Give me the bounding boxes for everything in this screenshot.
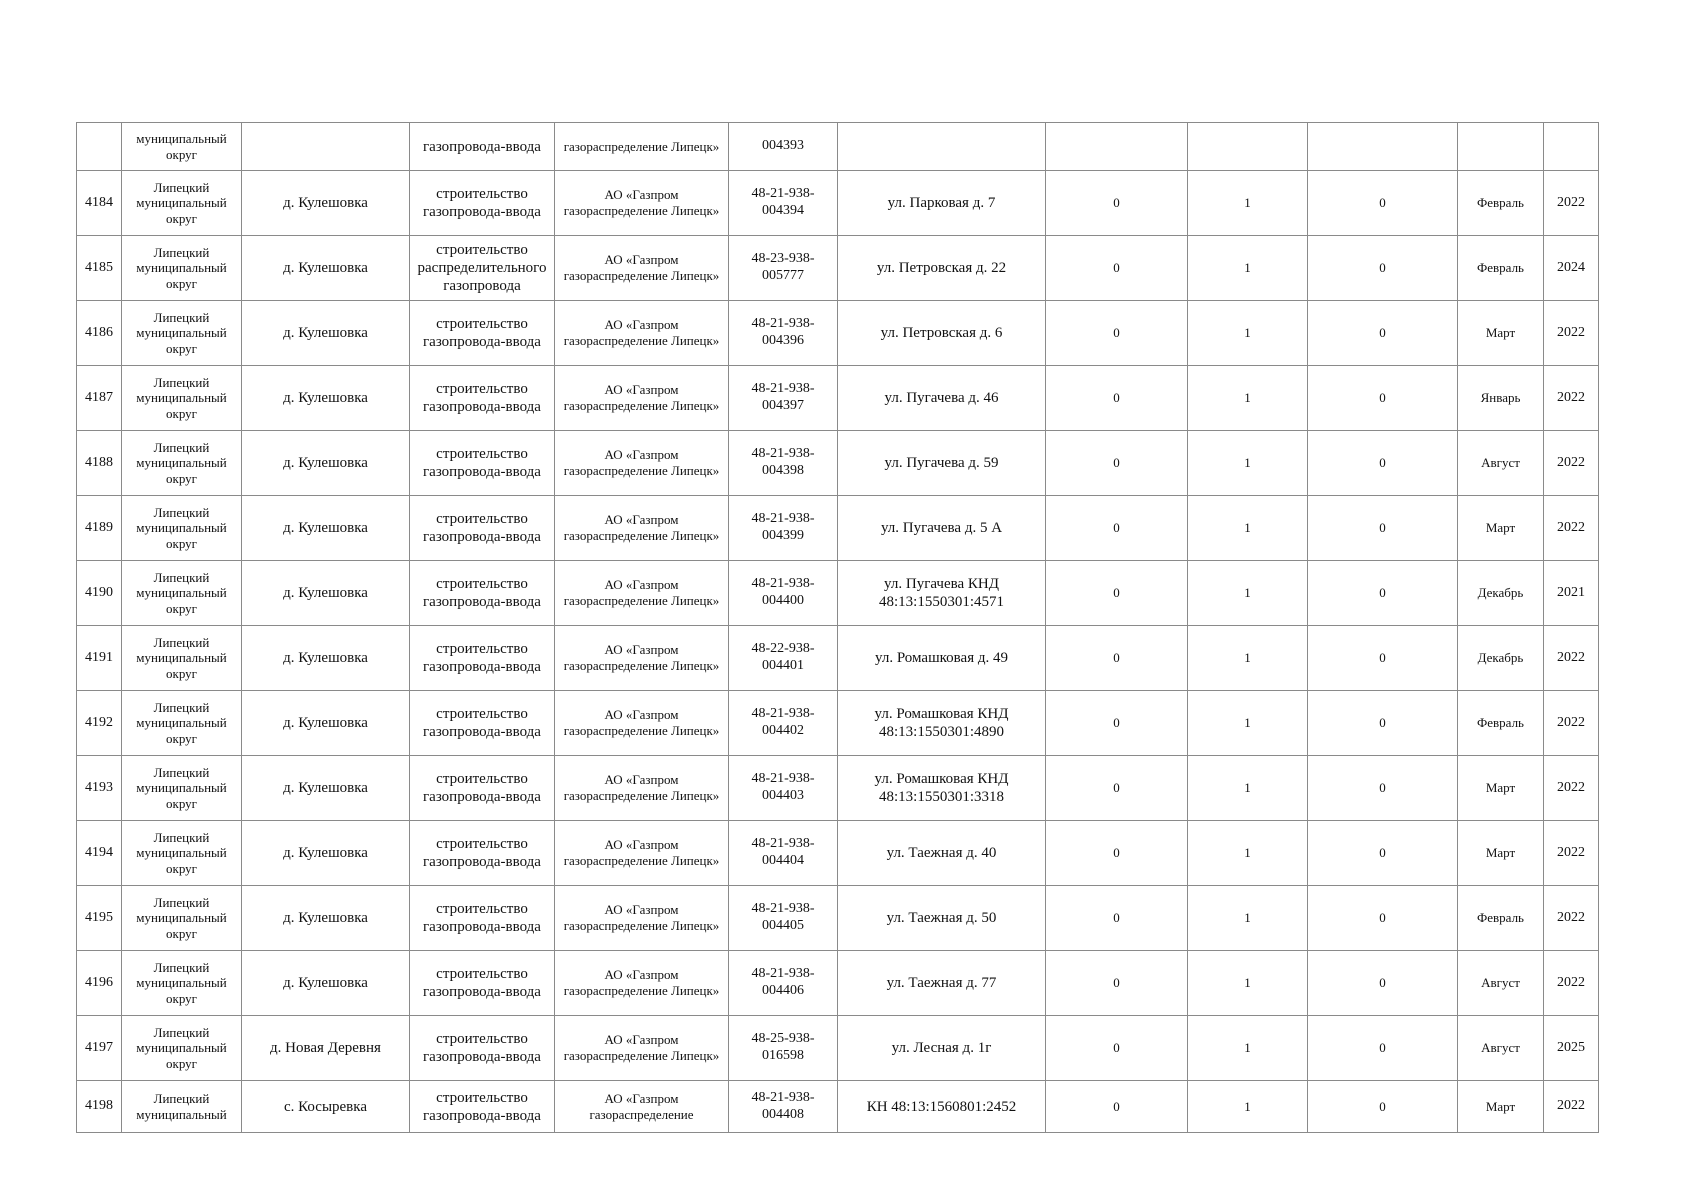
municipality-cell: Липецкий муниципальный округ: [122, 821, 242, 886]
locality-cell: д. Кулешовка: [242, 301, 410, 366]
month-cell: Март: [1458, 821, 1544, 886]
object-code-cell: 48-21-938-004400: [729, 561, 838, 626]
municipality-cell: Липецкий муниципальный округ: [122, 431, 242, 496]
month-cell: Февраль: [1458, 171, 1544, 236]
object-code-cell: 48-21-938-004399: [729, 496, 838, 561]
row-number: 4184: [77, 171, 122, 236]
year-cell: [1544, 123, 1599, 171]
table-row: [77, 691, 1599, 756]
municipality-cell: Липецкий муниципальный: [122, 1081, 242, 1133]
work-type-cell: строительство распределительного газопровода: [410, 236, 555, 301]
year-cell: 2021: [1544, 561, 1599, 626]
municipality-cell: Липецкий муниципальный округ: [122, 236, 242, 301]
table-row: [77, 821, 1599, 886]
year-cell: 2022: [1544, 496, 1599, 561]
value-cell-3: 0: [1308, 821, 1458, 886]
month-cell: Август: [1458, 1016, 1544, 1081]
address-cell: ул. Лесная д. 1г: [838, 1016, 1046, 1081]
municipality-cell: Липецкий муниципальный округ: [122, 366, 242, 431]
table-row: [77, 301, 1599, 366]
address-cell: ул. Пугачева д. 59: [838, 431, 1046, 496]
value-cell-2: 1: [1188, 691, 1308, 756]
address-cell: ул. Парковая д. 7: [838, 171, 1046, 236]
organization-cell: АО «Газпром газораспределение Липецк»: [555, 1016, 729, 1081]
locality-cell: д. Новая Деревня: [242, 1016, 410, 1081]
value-cell-1: 0: [1046, 236, 1188, 301]
organization-cell: АО «Газпром газораспределение Липецк»: [555, 951, 729, 1016]
value-cell-2: 1: [1188, 496, 1308, 561]
table-row: [77, 756, 1599, 821]
work-type-cell: строительство газопровода-ввода: [410, 691, 555, 756]
address-cell: ул. Пугачева д. 46: [838, 366, 1046, 431]
address-cell: ул. Петровская д. 22: [838, 236, 1046, 301]
organization-cell: АО «Газпром газораспределение Липецк»: [555, 626, 729, 691]
value-cell-3: 0: [1308, 1016, 1458, 1081]
value-cell-3: 0: [1308, 626, 1458, 691]
year-cell: 2022: [1544, 951, 1599, 1016]
address-cell: ул. Таежная д. 77: [838, 951, 1046, 1016]
month-cell: Март: [1458, 756, 1544, 821]
value-cell-2: 1: [1188, 431, 1308, 496]
locality-cell: д. Кулешовка: [242, 171, 410, 236]
value-cell-2: 1: [1188, 1081, 1308, 1133]
table-row: [77, 951, 1599, 1016]
value-cell-1: 0: [1046, 366, 1188, 431]
row-number: 4187: [77, 366, 122, 431]
locality-cell: [242, 123, 410, 171]
month-cell: Февраль: [1458, 691, 1544, 756]
year-cell: 2022: [1544, 1081, 1599, 1133]
municipality-cell: Липецкий муниципальный округ: [122, 756, 242, 821]
row-number: 4197: [77, 1016, 122, 1081]
value-cell-2: 1: [1188, 301, 1308, 366]
object-code-cell: 004393: [729, 123, 838, 171]
work-type-cell: строительство газопровода-ввода: [410, 1081, 555, 1133]
locality-cell: д. Кулешовка: [242, 431, 410, 496]
value-cell-2: 1: [1188, 756, 1308, 821]
work-type-cell: строительство газопровода-ввода: [410, 951, 555, 1016]
value-cell-2: 1: [1188, 366, 1308, 431]
row-number: 4188: [77, 431, 122, 496]
year-cell: 2022: [1544, 821, 1599, 886]
municipality-cell: Липецкий муниципальный округ: [122, 886, 242, 951]
table-row: [77, 366, 1599, 431]
value-cell-1: 0: [1046, 301, 1188, 366]
value-cell-1: 0: [1046, 886, 1188, 951]
value-cell-3: [1308, 123, 1458, 171]
value-cell-2: 1: [1188, 951, 1308, 1016]
address-cell: ул. Ромашковая КНД 48:13:1550301:3318: [838, 756, 1046, 821]
year-cell: 2025: [1544, 1016, 1599, 1081]
month-cell: Март: [1458, 301, 1544, 366]
object-code-cell: 48-22-938-004401: [729, 626, 838, 691]
work-type-cell: строительство газопровода-ввода: [410, 756, 555, 821]
value-cell-3: 0: [1308, 431, 1458, 496]
gasification-table: [76, 122, 1599, 1133]
value-cell-1: 0: [1046, 626, 1188, 691]
organization-cell: АО «Газпром газораспределение Липецк»: [555, 431, 729, 496]
object-code-cell: 48-21-938-004405: [729, 886, 838, 951]
table-row: [77, 626, 1599, 691]
table-row: [77, 496, 1599, 561]
municipality-cell: Липецкий муниципальный округ: [122, 691, 242, 756]
organization-cell: АО «Газпром газораспределение Липецк»: [555, 886, 729, 951]
value-cell-3: 0: [1308, 496, 1458, 561]
month-cell: Январь: [1458, 366, 1544, 431]
locality-cell: д. Кулешовка: [242, 496, 410, 561]
table-row: [77, 431, 1599, 496]
year-cell: 2022: [1544, 366, 1599, 431]
work-type-cell: строительство газопровода-ввода: [410, 886, 555, 951]
value-cell-2: [1188, 123, 1308, 171]
address-cell: ул. Петровская д. 6: [838, 301, 1046, 366]
organization-cell: АО «Газпром газораспределение Липецк»: [555, 366, 729, 431]
address-cell: ул. Таежная д. 40: [838, 821, 1046, 886]
value-cell-2: 1: [1188, 1016, 1308, 1081]
municipality-cell: Липецкий муниципальный округ: [122, 301, 242, 366]
year-cell: 2024: [1544, 236, 1599, 301]
locality-cell: д. Кулешовка: [242, 366, 410, 431]
value-cell-2: 1: [1188, 626, 1308, 691]
municipality-cell: Липецкий муниципальный округ: [122, 496, 242, 561]
work-type-cell: строительство газопровода-ввода: [410, 431, 555, 496]
value-cell-1: 0: [1046, 756, 1188, 821]
work-type-cell: строительство газопровода-ввода: [410, 626, 555, 691]
value-cell-1: 0: [1046, 1016, 1188, 1081]
year-cell: 2022: [1544, 301, 1599, 366]
municipality-cell: Липецкий муниципальный округ: [122, 1016, 242, 1081]
row-number: 4191: [77, 626, 122, 691]
work-type-cell: газопровода-ввода: [410, 123, 555, 171]
organization-cell: АО «Газпром газораспределение Липецк»: [555, 756, 729, 821]
value-cell-3: 0: [1308, 886, 1458, 951]
address-cell: ул. Ромашковая КНД 48:13:1550301:4890: [838, 691, 1046, 756]
work-type-cell: строительство газопровода-ввода: [410, 496, 555, 561]
object-code-cell: 48-21-938-004403: [729, 756, 838, 821]
row-number: 4192: [77, 691, 122, 756]
work-type-cell: строительство газопровода-ввода: [410, 1016, 555, 1081]
value-cell-2: 1: [1188, 821, 1308, 886]
address-cell: ул. Ромашковая д. 49: [838, 626, 1046, 691]
organization-cell: АО «Газпром газораспределение Липецк»: [555, 171, 729, 236]
table-row: [77, 236, 1599, 301]
row-number: 4195: [77, 886, 122, 951]
object-code-cell: 48-21-938-004394: [729, 171, 838, 236]
object-code-cell: 48-21-938-004406: [729, 951, 838, 1016]
locality-cell: д. Кулешовка: [242, 561, 410, 626]
organization-cell: газораспределение Липецк»: [555, 123, 729, 171]
row-number: 4198: [77, 1081, 122, 1133]
month-cell: Март: [1458, 1081, 1544, 1133]
value-cell-3: 0: [1308, 756, 1458, 821]
table-row: [77, 171, 1599, 236]
value-cell-3: 0: [1308, 1081, 1458, 1133]
locality-cell: д. Кулешовка: [242, 886, 410, 951]
year-cell: 2022: [1544, 626, 1599, 691]
work-type-cell: строительство газопровода-ввода: [410, 561, 555, 626]
month-cell: Декабрь: [1458, 626, 1544, 691]
value-cell-2: 1: [1188, 236, 1308, 301]
row-number: 4194: [77, 821, 122, 886]
address-cell: КН 48:13:1560801:2452: [838, 1081, 1046, 1133]
value-cell-1: 0: [1046, 171, 1188, 236]
organization-cell: АО «Газпром газораспределение Липецк»: [555, 561, 729, 626]
object-code-cell: 48-25-938-016598: [729, 1016, 838, 1081]
row-number: 4196: [77, 951, 122, 1016]
month-cell: [1458, 123, 1544, 171]
object-code-cell: 48-23-938-005777: [729, 236, 838, 301]
object-code-cell: 48-21-938-004398: [729, 431, 838, 496]
locality-cell: д. Кулешовка: [242, 951, 410, 1016]
value-cell-1: [1046, 123, 1188, 171]
month-cell: Август: [1458, 951, 1544, 1016]
municipality-cell: Липецкий муниципальный округ: [122, 171, 242, 236]
year-cell: 2022: [1544, 431, 1599, 496]
value-cell-3: 0: [1308, 951, 1458, 1016]
work-type-cell: строительство газопровода-ввода: [410, 366, 555, 431]
municipality-cell: Липецкий муниципальный округ: [122, 561, 242, 626]
month-cell: Февраль: [1458, 236, 1544, 301]
table-row: [77, 123, 1599, 171]
organization-cell: АО «Газпром газораспределение Липецк»: [555, 496, 729, 561]
locality-cell: д. Кулешовка: [242, 626, 410, 691]
value-cell-1: 0: [1046, 496, 1188, 561]
value-cell-3: 0: [1308, 366, 1458, 431]
municipality-cell: муниципальный округ: [122, 123, 242, 171]
year-cell: 2022: [1544, 691, 1599, 756]
work-type-cell: строительство газопровода-ввода: [410, 821, 555, 886]
row-number: 4193: [77, 756, 122, 821]
object-code-cell: 48-21-938-004404: [729, 821, 838, 886]
row-number: 4190: [77, 561, 122, 626]
organization-cell: АО «Газпром газораспределение Липецк»: [555, 236, 729, 301]
year-cell: 2022: [1544, 756, 1599, 821]
address-cell: ул. Пугачева д. 5 А: [838, 496, 1046, 561]
municipality-cell: Липецкий муниципальный округ: [122, 951, 242, 1016]
organization-cell: АО «Газпром газораспределение: [555, 1081, 729, 1133]
address-cell: ул. Пугачева КНД 48:13:1550301:4571: [838, 561, 1046, 626]
value-cell-1: 0: [1046, 561, 1188, 626]
work-type-cell: строительство газопровода-ввода: [410, 171, 555, 236]
locality-cell: д. Кулешовка: [242, 691, 410, 756]
value-cell-3: 0: [1308, 561, 1458, 626]
locality-cell: д. Кулешовка: [242, 756, 410, 821]
object-code-cell: 48-21-938-004408: [729, 1081, 838, 1133]
row-number: [77, 123, 122, 171]
month-cell: Декабрь: [1458, 561, 1544, 626]
value-cell-3: 0: [1308, 691, 1458, 756]
month-cell: Март: [1458, 496, 1544, 561]
value-cell-1: 0: [1046, 431, 1188, 496]
organization-cell: АО «Газпром газораспределение Липецк»: [555, 301, 729, 366]
table-row: [77, 1081, 1599, 1133]
month-cell: Август: [1458, 431, 1544, 496]
year-cell: 2022: [1544, 171, 1599, 236]
value-cell-1: 0: [1046, 951, 1188, 1016]
table-row: [77, 886, 1599, 951]
table-row: [77, 1016, 1599, 1081]
row-number: 4186: [77, 301, 122, 366]
organization-cell: АО «Газпром газораспределение Липецк»: [555, 821, 729, 886]
row-number: 4189: [77, 496, 122, 561]
organization-cell: АО «Газпром газораспределение Липецк»: [555, 691, 729, 756]
address-cell: ул. Таежная д. 50: [838, 886, 1046, 951]
municipality-cell: Липецкий муниципальный округ: [122, 626, 242, 691]
object-code-cell: 48-21-938-004397: [729, 366, 838, 431]
value-cell-1: 0: [1046, 691, 1188, 756]
row-number: 4185: [77, 236, 122, 301]
value-cell-2: 1: [1188, 561, 1308, 626]
table-row: [77, 561, 1599, 626]
locality-cell: д. Кулешовка: [242, 236, 410, 301]
object-code-cell: 48-21-938-004402: [729, 691, 838, 756]
value-cell-3: 0: [1308, 171, 1458, 236]
value-cell-1: 0: [1046, 1081, 1188, 1133]
value-cell-1: 0: [1046, 821, 1188, 886]
work-type-cell: строительство газопровода-ввода: [410, 301, 555, 366]
value-cell-3: 0: [1308, 236, 1458, 301]
object-code-cell: 48-21-938-004396: [729, 301, 838, 366]
month-cell: Февраль: [1458, 886, 1544, 951]
value-cell-2: 1: [1188, 886, 1308, 951]
value-cell-2: 1: [1188, 171, 1308, 236]
locality-cell: д. Кулешовка: [242, 821, 410, 886]
value-cell-3: 0: [1308, 301, 1458, 366]
locality-cell: с. Косыревка: [242, 1081, 410, 1133]
address-cell: [838, 123, 1046, 171]
year-cell: 2022: [1544, 886, 1599, 951]
